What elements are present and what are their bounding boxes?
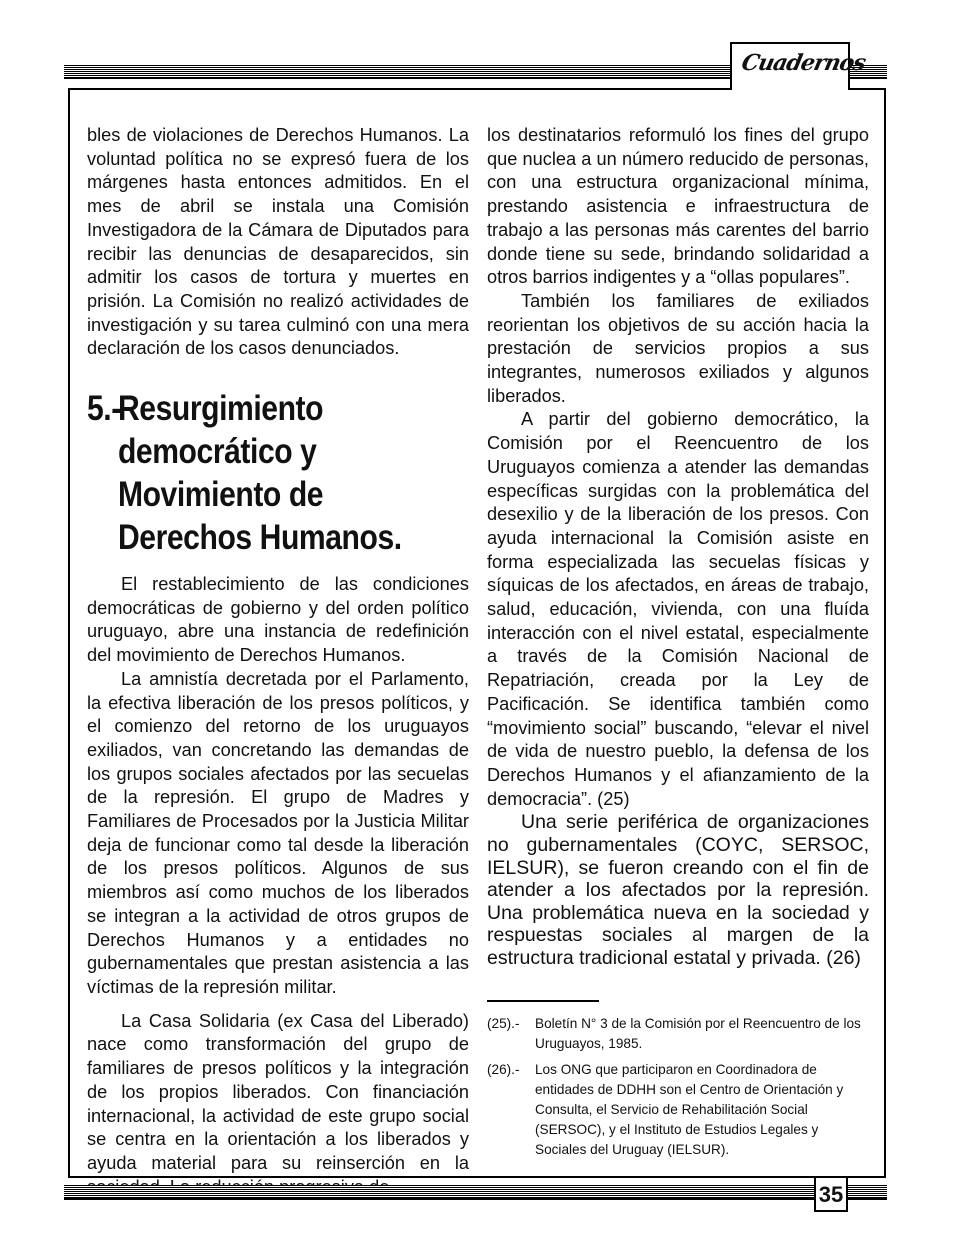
- section-heading: [87, 387, 416, 559]
- bottom-rule: [64, 1185, 887, 1197]
- left-paragraph-2: El restablecimiento de las condiciones democráticas de gobierno y del orden político uruguayo, abre una instancia de redefinición del movimiento de Derechos Humanos.: [87, 574, 469, 666]
- footnote-text: Los ONG que participaron en Coordinadora de entidades de DDHH son el Centro de Orientación y Consulta, el Servicio de Rehabilitación Social (SERSOC), y el Instituto de Estudios Legales y Sociales del Uruguay (IELSUR).: [535, 1061, 844, 1157]
- right-column: [487, 124, 869, 1166]
- section-heading-line-3: Movimiento de: [117, 475, 324, 515]
- left-column: [87, 124, 469, 1199]
- frame-left: [68, 88, 70, 1178]
- footnote-rule: [487, 1000, 599, 1002]
- publication-logo-text: Cuadernos: [739, 50, 868, 76]
- footnote-26: [487, 1060, 869, 1160]
- section-heading-line-2: democrático y: [117, 432, 317, 472]
- footnote-25: [487, 1014, 869, 1054]
- left-paragraph-1: bles de violaciones de Derechos Humanos. La voluntad política no se expresó fuera de los márgenes hasta entonces admitidos. En el mes de abril se instala una Comisión Investigadora de la Cámara de Diputados para recibir las denuncias de desaparecidos, sin admitir los casos de tortura y muertes en prisión. La Comisión no realizó actividades de investigación y su tarea culminó con una mera declaración de los casos denunciados.: [87, 125, 469, 359]
- footnote-text: Boletín N° 3 de la Comisión por el Reencuentro de los Uruguayos, 1985.: [535, 1015, 861, 1051]
- publication-logo: [730, 42, 868, 90]
- section-heading-line-4: Derechos Humanos.: [117, 518, 402, 558]
- left-paragraph-4: La Casa Solidaria (ex Casa del Liberado) nace como transformación del grupo de familiares de presos políticos y la integración de los propios liberados. Con financiación internacional, la actividad de este grupo social se centra en la orientación a los liberados y ayuda material para su reinserción en la: [87, 1010, 469, 1173]
- left-paragraph-3: La amnistía decretada por el Parlamento, la efectiva liberación de los presos políticos, y el comienzo del retorno de los uruguayos exiliados, van concretando las demandas de los grupos sociales afectados por las secuelas de la represión. El grupo de Madres y Familiares de Procesados por la Justicia Militar deja de funcionar como tal desde la liberación de los presos políticos. Algunos de sus miembros así como muchos de los liberados se integran a la actividad de otros grupos de Derechos Humanos y a entidades no gubernamentales que prestan asistencia a las víctimas de la represión militar.: [87, 668, 469, 997]
- right-paragraph-4: Una serie periférica de organizaciones no gubernamentales (COYC, SERSOC, IELSUR), se fueron creando con el fin de atender a los afectados por la represión. Una problemática nueva en la sociedad y respuestas sociales al margen de la estructura tradicional estatal y privada. (26): [487, 811, 869, 969]
- footnote-label: (26).-: [487, 1061, 520, 1077]
- section-heading-line-1: [87, 387, 416, 430]
- bottom-rule-solid: [64, 1197, 887, 1200]
- right-paragraph-1: los destinatarios reformuló los fines del grupo que nuclea a un número reducido de personas, con una estructura organizacional mínima, prestando asistencia e infraestructura de trabajo a las personas más carentes del barrio donde tiene su sede, brindando solidaridad a otros barrios indigentes y a “ollas populares”.: [487, 125, 869, 288]
- section-number: 5.-: [87, 389, 121, 429]
- right-paragraph-2: También los familiares de exiliados reorientan los objetivos de su acción hacia la prestación de servicios propios a sus integrantes, numerosos exiliados y algunos liberados.: [487, 290, 869, 406]
- page-number: 35: [814, 1176, 848, 1212]
- footnote-label: (25).-: [487, 1015, 520, 1031]
- right-paragraph-3: A partir del gobierno democrático, la Comisión por el Reencuentro de los Uruguayos comienza a atender las demandas específicas surgidas con la problemática del desexilio y de la liberación de los presos. Con ayuda internacional la Comisión asiste en forma especializada las secuelas físicas y síquicas de los afectados, en áreas de trabajo, salud, educación, vivienda, con una fluída interacción con el nivel estatal, especialmente a través de la Comisión Nacional de Repatriación, creada por la Ley de Pacificación. Se identifica también como “movimiento social” buscando, “elevar el nivel de vida de nuestro pueblo, la defensa de los Derechos Humanos y el afianzamiento de la democracia”. (25): [487, 409, 869, 809]
- section-heading-text-1: Resurgimiento: [117, 389, 324, 429]
- frame-right: [884, 88, 886, 1178]
